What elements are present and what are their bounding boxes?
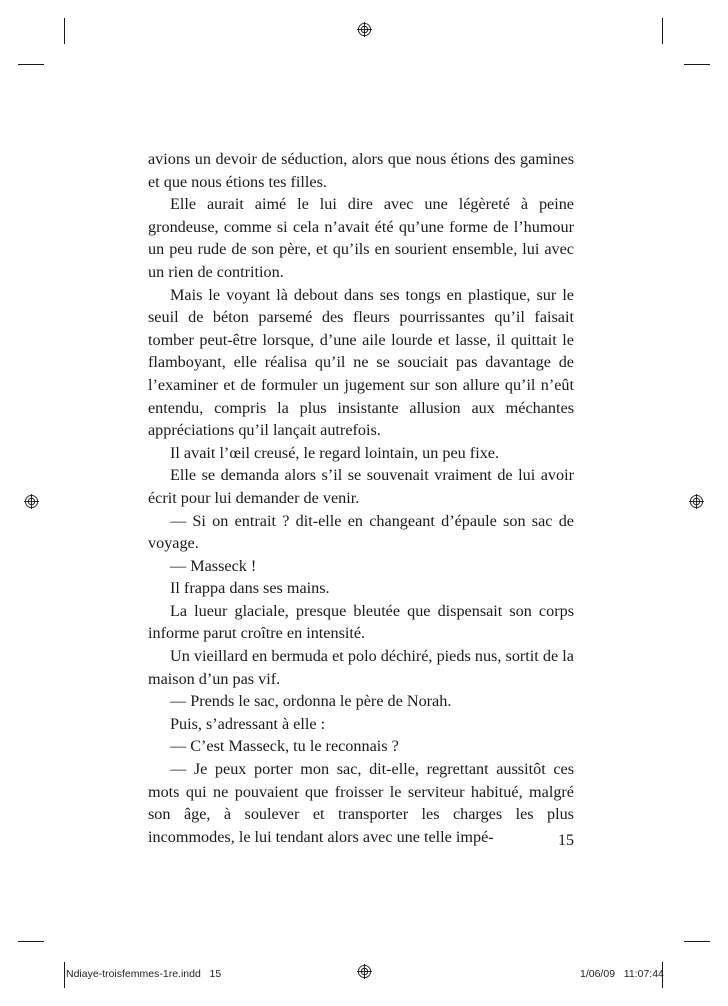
paragraph: Elle aurait aimé le lui dire avec une légèreté à peine grondeuse, comme si cela n’avait été qu’une forme de l’humour un peu rude de son père, et qu’ils en sourient ensemble, lui avec un rien de contrition.	[148, 195, 574, 281]
registration-mark-bottom-icon	[357, 964, 372, 979]
registration-mark-left-icon	[24, 494, 39, 509]
crop-mark-top-right-h	[684, 64, 710, 65]
crop-mark-bottom-left-h	[18, 941, 44, 942]
page-number: 15	[558, 832, 574, 849]
registration-mark-top-icon	[357, 22, 372, 37]
paragraph: — Si on entrait ? dit-elle en changeant d’épaule son sac de voyage.	[148, 511, 574, 553]
slug-filename: Ndiaye-troisfemmes-1re.indd 15	[66, 968, 222, 980]
paragraph: — Prends le sac, ordonna le père de Norah.	[170, 692, 452, 711]
paragraph: Il avait l’œil creusé, le regard lointain, un peu fixe.	[170, 443, 500, 462]
slug-datetime: 1/06/09 11:07:44	[580, 968, 664, 980]
crop-mark-top-left	[64, 18, 65, 44]
crop-mark-bottom-left	[64, 962, 65, 988]
paragraph: — Je peux porter mon sac, dit-elle, regrettant aussitôt ces mots qui ne pouvaient que froisser le serviteur habitué, malgré son âge, à soulever et transporter les charges les plus incommodes, le lui tendant alors avec une telle impé-	[148, 760, 574, 846]
paragraph: — Masseck !	[170, 556, 257, 575]
crop-mark-bottom-right-h	[684, 941, 710, 942]
paragraph: — C’est Masseck, tu le reconnais ?	[170, 737, 399, 756]
paragraph: avions un devoir de séduction, alors que nous étions des gamines et que nous étions tes filles.	[148, 150, 574, 191]
paragraph: Elle se demanda alors s’il se souvenait vraiment de lui avoir écrit pour lui demander de venir.	[148, 466, 574, 507]
registration-mark-right-icon	[689, 494, 704, 509]
paragraph: Il frappa dans ses mains.	[170, 579, 330, 598]
paragraph: Puis, s’adressant à elle :	[170, 714, 326, 733]
body-text	[148, 148, 574, 848]
crop-mark-top-left-h	[18, 64, 44, 65]
paragraph: Un vieillard en bermuda et polo déchiré, pieds nus, sortit de la maison d’un pas vif.	[148, 647, 574, 688]
paragraph: Mais le voyant là debout dans ses tongs en plastique, sur le seuil de béton parsemé des fleurs pourrissantes qu’il faisait tomber peut-être lorsque, d’une aile lourde et lasse, il quittait le flamboyant, elle réalisa qu’il ne se souciait pas davantage de l’examiner et de formuler un jugement sur son allure qu’il n’eût entendu, compris la plus insistante allusion aux méchantes appréciations qu’il lançait autrefois.	[148, 285, 574, 440]
crop-mark-top-right	[662, 18, 663, 44]
paragraph: La lueur glaciale, presque bleutée que dispensait son corps informe parut croître en intensité.	[148, 601, 574, 643]
